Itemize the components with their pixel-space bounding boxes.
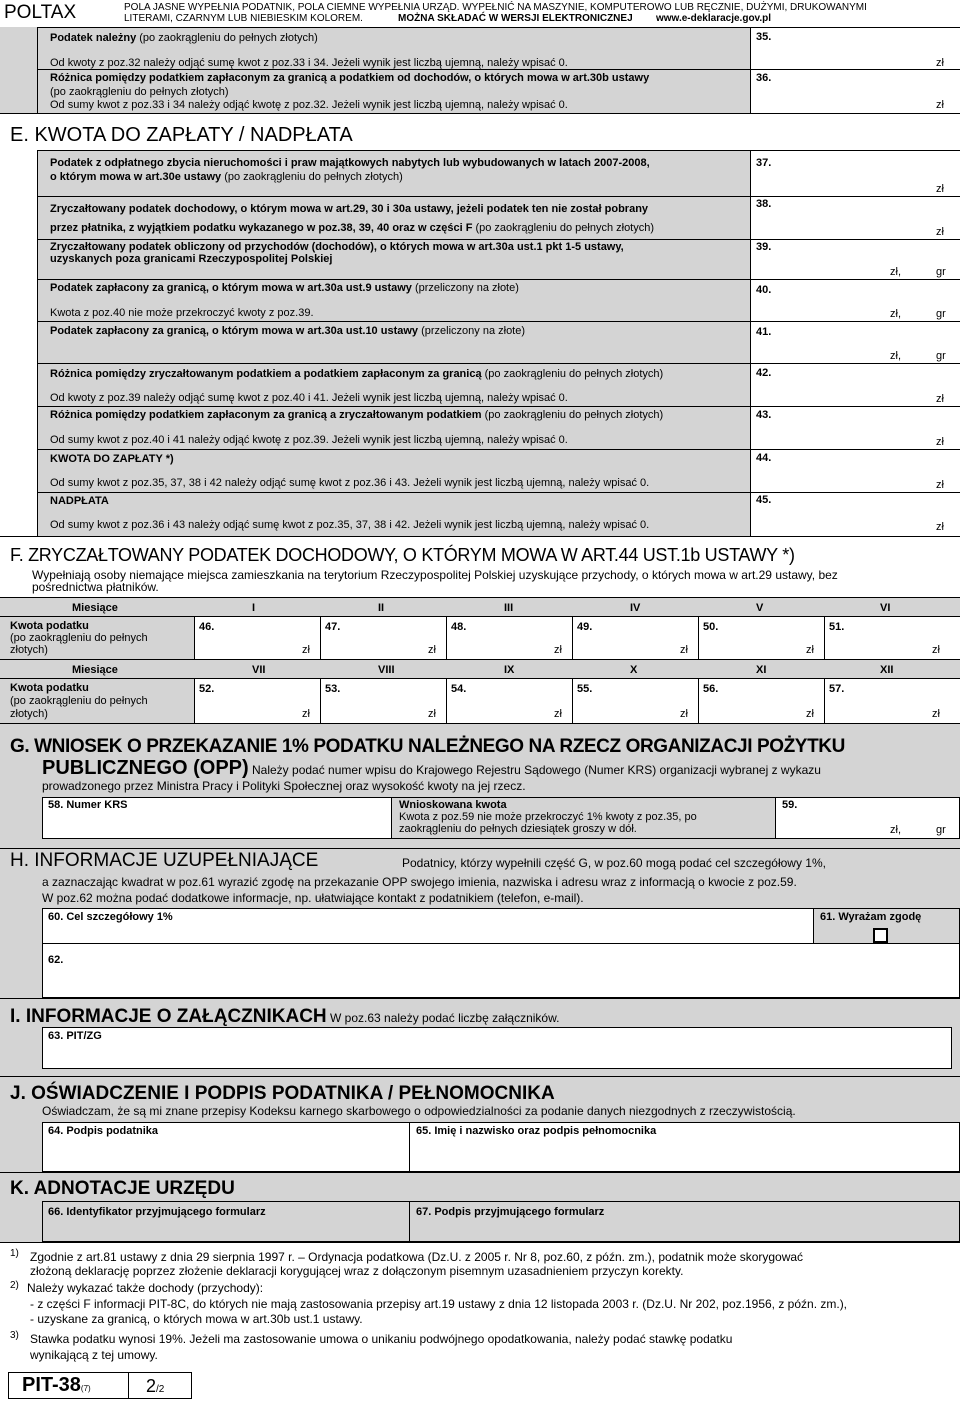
field-38[interactable] xyxy=(750,197,960,239)
month-amount-number: 54. xyxy=(451,683,467,695)
field-59[interactable] xyxy=(776,797,960,839)
row-35-note: Od kwoty z poz.32 należy odjąć sumę kwot z poz.33 i 34. Jeżeli wynik jest liczbą ujemną, należy wpisać 0. xyxy=(50,57,568,69)
field-36[interactable] xyxy=(750,70,960,113)
row-40-note: Kwota z poz.40 nie może przekroczyć kwoty z poz.39. xyxy=(50,307,314,319)
month-amount-number: 53. xyxy=(325,683,341,695)
field-45-number: 45. xyxy=(756,494,772,506)
row-35-label: Podatek należny (po zaokrągleniu do pełnych złotych) xyxy=(50,32,318,44)
month-label: I xyxy=(252,602,256,614)
field-42-unit: zł xyxy=(936,393,944,405)
section-k-title: K. ADNOTACJE URZĘDU xyxy=(10,1178,235,1199)
footnote-2-line-1: Należy wykazać także dochody (przychody): xyxy=(27,1281,264,1295)
field-38-unit: zł xyxy=(936,226,944,238)
month-amount-number: 51. xyxy=(829,621,845,633)
row-45-note: Od sumy kwot z poz.36 i 43 należy odjąć sumę kwot z poz.35, 37, 38 i 42. Jeżeli wynik jest liczbą ujemną, należy wpisać 0. xyxy=(50,519,650,531)
row-43-note: Od sumy kwot z poz.40 i 41 należy odjąć kwotę z poz.39. Jeżeli wynik jest liczbą ujemną, należy wpisać 0. xyxy=(50,434,568,446)
row-36-label-note: (po zaokrągleniu do pełnych złotych) xyxy=(50,86,229,98)
row-37-label-a: Podatek z odpłatnego zbycia nieruchomości i praw majątkowych nabytych lub wybudowanych w latach 2007-2008, xyxy=(50,157,650,169)
fill-instructions-line2: LITERAMI, CZARNYM LUB NIEBIESKIM KOLOREM. xyxy=(124,13,363,24)
month-amount-unit: zł xyxy=(680,708,688,720)
month-amount-number: 46. xyxy=(199,621,215,633)
footnote-1-marker: 1) xyxy=(10,1248,19,1259)
month-amount-unit: zł xyxy=(428,644,436,656)
section-h-title: H. INFORMACJE UZUPEŁNIAJĄCE xyxy=(10,850,319,871)
field-41-number: 41. xyxy=(756,326,772,338)
footnote-2-line-2: - z części F informacji PIT-8C, do których nie mają zastosowania przepisy art.19 ustawy z dnia 12 listopada 2003 r. (Dz.U. Nr 202, poz.1956, z późn. zm.), xyxy=(30,1297,848,1311)
row-43-label: Różnica pomiędzy podatkiem zapłaconym za granicą a zryczałtowanym podatkiem (po zaokrągleniu do pełnych złotych) xyxy=(50,409,664,421)
row-36-note: Od sumy kwot z poz.33 i 34 należy odjąć kwotę z poz.32. Jeżeli wynik jest liczbą ujemną, należy wpisać 0. xyxy=(50,99,568,111)
field-40-number: 40. xyxy=(756,284,772,296)
section-g-title-2-line xyxy=(42,757,821,781)
footnote-3-line-2: wynikającą z tej umowy. xyxy=(30,1348,158,1362)
amount-label-a-2: (po zaokrągleniu do pełnych xyxy=(10,632,148,644)
month-amount-number: 56. xyxy=(703,683,719,695)
field-35-number: 35. xyxy=(756,31,772,43)
field-39[interactable] xyxy=(750,240,960,279)
field-63-label: 63. PIT/ZG xyxy=(48,1030,102,1042)
month-amount-unit: zł xyxy=(932,644,940,656)
field-60-label: 60. Cel szczegółowy 1% xyxy=(48,911,173,923)
month-amount-unit: zł xyxy=(680,644,688,656)
month-amount-unit: zł xyxy=(806,708,814,720)
field-43-unit: zł xyxy=(936,436,944,448)
row-40-label: Podatek zapłacony za granicą, o którym mowa w art.30a ust.9 ustawy (przeliczony na złote) xyxy=(50,282,519,294)
field-40-unit-zl: zł, xyxy=(890,308,901,320)
month-amount-number: 48. xyxy=(451,621,467,633)
field-45[interactable] xyxy=(750,493,960,536)
section-i-desc: W poz.63 należy podać liczbę załączników. xyxy=(326,1011,560,1025)
field-41[interactable] xyxy=(750,322,960,363)
row-45-label: NADPŁATA xyxy=(50,495,109,507)
field-35-unit: zł xyxy=(936,57,944,69)
month-amount-unit: zł xyxy=(302,644,310,656)
row-38-label-b: przez płatnika, z wyjątkiem podatku wykazanego w poz.38, 39, 40 oraz w części F (po zaokrągleniu do pełnych złotych) xyxy=(50,222,655,234)
page-total: /2 xyxy=(156,1384,165,1395)
months-header-b: Miesiące xyxy=(72,664,118,676)
row-36-label: Różnica pomiędzy podatkiem zapłaconym za granicą a podatkiem od dochodów, o których mowa w art.30b ustawy xyxy=(50,72,650,84)
field-58-label: 58. Numer KRS xyxy=(48,799,128,811)
requested-amount-note-2: zaokrągleniu do pełnych dziesiątek groszy w dół. xyxy=(399,823,637,835)
month-label: XI xyxy=(756,664,767,676)
amount-label-b-2: (po zaokrągleniu do pełnych xyxy=(10,695,148,707)
section-e-title: E. KWOTA DO ZAPŁATY / NADPŁATA xyxy=(10,124,353,146)
section-f-title: F. ZRYCZAŁTOWANY PODATEK DOCHODOWY, O KTÓRYM MOWA W ART.44 UST.1b USTAWY *) xyxy=(10,545,795,565)
field-35[interactable] xyxy=(750,28,960,69)
month-amount-number: 47. xyxy=(325,621,341,633)
footnote-3-marker: 3) xyxy=(10,1330,19,1341)
section-g-desc-b: prowadzonego przez Ministra Pracy i Polityki Społecznej oraz wysokość kwoty na jej rzecz. xyxy=(42,779,526,793)
section-h-desc-3: W poz.62 można podać dodatkowe informacje, np. ułatwiające kontakt z podatnikiem (telefon, e-mail). xyxy=(42,891,584,905)
month-amount-unit: zł xyxy=(428,708,436,720)
month-amount-unit: zł xyxy=(302,708,310,720)
footnote-2-marker: 2) xyxy=(10,1280,19,1291)
edeklaracje-link[interactable]: www.e-deklaracje.gov.pl xyxy=(656,13,772,24)
month-label: IV xyxy=(630,602,641,614)
months-header-a: Miesiące xyxy=(72,602,118,614)
month-label: II xyxy=(378,602,385,614)
field-44[interactable] xyxy=(750,450,960,492)
field-45-unit: zł xyxy=(936,521,944,533)
row-37-label-b: o którym mowa w art.30e ustawy (po zaokrągleniu do pełnych złotych) xyxy=(50,171,403,183)
field-59-unit-zl: zł, xyxy=(890,824,901,836)
field-65-label: 65. Imię i nazwisko oraz podpis pełnomocnika xyxy=(416,1125,657,1137)
field-59-number: 59. xyxy=(782,799,798,811)
section-i-title-line xyxy=(10,1006,559,1029)
section-i-title: I. INFORMACJE O ZAŁĄCZNIKACH xyxy=(10,1006,327,1027)
month-label: III xyxy=(504,602,514,614)
section-g-title-2: PUBLICZNEGO (OPP) xyxy=(42,757,249,779)
field-63[interactable] xyxy=(42,1027,952,1069)
field-37-number: 37. xyxy=(756,157,772,169)
row-44-label: KWOTA DO ZAPŁATY *) xyxy=(50,453,174,465)
field-37[interactable] xyxy=(750,151,960,196)
footnote-3-line-1: Stawka podatku wynosi 19%. Jeżeli ma zastosowanie umowa o unikaniu podwójnego opodatkowania, należy podać stawkę podatku xyxy=(30,1332,733,1346)
field-39-number: 39. xyxy=(756,241,772,253)
month-label: X xyxy=(630,664,638,676)
form-id xyxy=(22,1374,91,1400)
month-amount-unit: zł xyxy=(554,644,562,656)
field-42[interactable] xyxy=(750,364,960,406)
field-43[interactable] xyxy=(750,407,960,449)
month-label: V xyxy=(756,602,764,614)
field-36-unit: zł xyxy=(936,99,944,111)
amount-label-b-1: Kwota podatku xyxy=(10,682,89,694)
month-amount-number: 57. xyxy=(829,683,845,695)
form-code: PIT-38 xyxy=(22,1374,81,1396)
row-42-note: Od kwoty z poz.39 należy odjąć sumę kwot z poz.40 i 41. Jeżeli wynik jest liczbą ujemną, należy wpisać 0. xyxy=(50,392,568,404)
month-label: VII xyxy=(252,664,266,676)
field-43-number: 43. xyxy=(756,409,772,421)
row-39-label-b: uzyskanych poza granicami Rzeczypospolitej Polskiej xyxy=(50,253,333,265)
month-amount-unit: zł xyxy=(806,644,814,656)
row-39-label-a: Zryczałtowany podatek obliczony od przychodów (dochodów), o których mowa w art.30a ust.1 pkt 1-5 ustawy, xyxy=(50,241,624,253)
requested-amount-note-1: Kwota z poz.59 nie może przekroczyć 1% kwoty z poz.35, po xyxy=(399,811,697,823)
month-amount-unit: zł xyxy=(932,708,940,720)
section-f-desc-2: pośrednictwa płatników. xyxy=(32,580,159,594)
field-44-number: 44. xyxy=(756,452,772,464)
section-h-desc-2: a zaznaczając kwadrat w poz.61 wyrazić zgodę na przekazanie OPP swojego imienia, nazwiska i adresu wraz z informacją o kwocie z poz.59. xyxy=(42,875,797,889)
row-44-note: Od sumy kwot z poz.35, 37, 38 i 42 należy odjąć sumę kwot z poz.36 i 43. Jeżeli wynik jest liczbą ujemną, należy wpisać 0. xyxy=(50,477,650,489)
amount-label-a-3: złotych) xyxy=(10,644,48,656)
month-label: VI xyxy=(880,602,891,614)
month-amount-number: 49. xyxy=(577,621,593,633)
field-66-label: 66. Identyfikator przyjmującego formularz xyxy=(48,1206,266,1218)
month-label: XII xyxy=(880,664,894,676)
month-label: VIII xyxy=(378,664,395,676)
month-amount-unit: zł xyxy=(554,708,562,720)
field-39-unit-gr: gr xyxy=(936,266,946,278)
field-44-unit: zł xyxy=(936,479,944,491)
field-62-label: 62. xyxy=(48,954,64,966)
form-version: (7) xyxy=(80,1384,91,1393)
field-67-label: 67. Podpis przyjmującego formularz xyxy=(416,1206,605,1218)
footnote-1-line-2: złożoną deklarację poprzez złożenie deklaracji korygującej wraz z dołączonym pisemnym uzasadnieniem przyczyn korekty. xyxy=(30,1264,684,1278)
month-amount-number: 52. xyxy=(199,683,215,695)
poltax-logo: POLTAX xyxy=(4,2,77,23)
field-59-unit-gr: gr xyxy=(936,824,946,836)
field-37-unit: zł xyxy=(936,183,944,195)
section-h-desc-1: Podatnicy, którzy wypełnili część G, w poz.60 mogą podać cel szczegółowy 1%, xyxy=(402,856,826,870)
section-j-title: J. OŚWIADCZENIE I PODPIS PODATNIKA / PEŁNOMOCNIKA xyxy=(10,1083,555,1104)
footnote-1-line-1: Zgodnie z art.81 ustawy z dnia 29 sierpnia 1997 r. – Ordynacja podatkowa (Dz.U. z 2005 r. Nr 8, poz.60, z późn. zm.), podatnik może skorygować xyxy=(30,1250,804,1264)
row-41-label: Podatek zapłacony za granicą, o którym mowa w art.30a ust.10 ustawy (przeliczony na złote) xyxy=(50,325,526,337)
section-g-desc-a: Należy podać numer wpisu do Krajowego Rejestru Sądowego (Numer KRS) organizacji wybranej z wykazu xyxy=(248,763,821,777)
field-40-unit-gr: gr xyxy=(936,308,946,320)
row-42-label: Różnica pomiędzy zryczałtowanym podatkiem a podatkiem zapłaconym za granicą (po zaokrągleniu do pełnych złotych) xyxy=(50,368,664,380)
field-36-number: 36. xyxy=(756,72,772,84)
requested-amount-label: Wnioskowana kwota xyxy=(399,799,507,811)
field-41-unit-zl: zł, xyxy=(890,350,901,362)
row-38-label-a: Zryczałtowany podatek dochodowy, o którym mowa w art.29, 30 i 30a ustawy, jeżeli podatek ten nie został pobrany xyxy=(50,203,649,215)
page-number xyxy=(146,1376,164,1400)
page-current: 2 xyxy=(146,1376,157,1396)
section-j-desc: Oświadczam, że są mi znane przepisy Kodeksu karnego skarbowego o odpowiedzialności za podanie danych niezgodnych z rzeczywistością. xyxy=(42,1104,796,1118)
month-amount-number: 55. xyxy=(577,683,593,695)
section-g-title-1: G. WNIOSEK O PRZEKAZANIE 1% PODATKU NALEŻNEGO NA RZECZ ORGANIZACJI POŻYTKU xyxy=(10,736,845,757)
electronic-notice: MOŻNA SKŁADAĆ W WERSJI ELEKTRONICZNEJ xyxy=(398,13,633,24)
consent-checkbox[interactable] xyxy=(873,928,888,943)
fill-instructions-line1: POLA JASNE WYPEŁNIA PODATNIK, POLA CIEMNE WYPEŁNIA URZĄD. WYPEŁNIĆ NA MASZYNIE, KOMPUTEROWO LUB RĘCZNIE, DUŻYMI, DRUKOWANYMI xyxy=(124,2,867,13)
month-amount-number: 50. xyxy=(703,621,719,633)
field-61-label: 61. Wyrażam zgodę xyxy=(820,911,922,923)
month-label: IX xyxy=(504,664,515,676)
field-62[interactable] xyxy=(42,944,960,998)
footnote-2-line-3: - uzyskane za granicą, o których mowa w art.30b ust.1 ustawy. xyxy=(30,1312,363,1326)
field-64-label: 64. Podpis podatnika xyxy=(48,1125,159,1137)
section-f-desc-1: Wypełniają osoby niemające miejsca zamieszkania na terytorium Rzeczypospolitej Polskiej uzyskujące przychody, o których mowa w art.29 ustawy, bez xyxy=(32,568,838,582)
amount-label-b-3: złotych) xyxy=(10,708,48,720)
field-40[interactable] xyxy=(750,280,960,321)
amount-label-a-1: Kwota podatku xyxy=(10,620,89,632)
field-41-unit-gr: gr xyxy=(936,350,946,362)
field-39-unit-zl: zł, xyxy=(890,266,901,278)
field-42-number: 42. xyxy=(756,367,772,379)
field-38-number: 38. xyxy=(756,198,772,210)
